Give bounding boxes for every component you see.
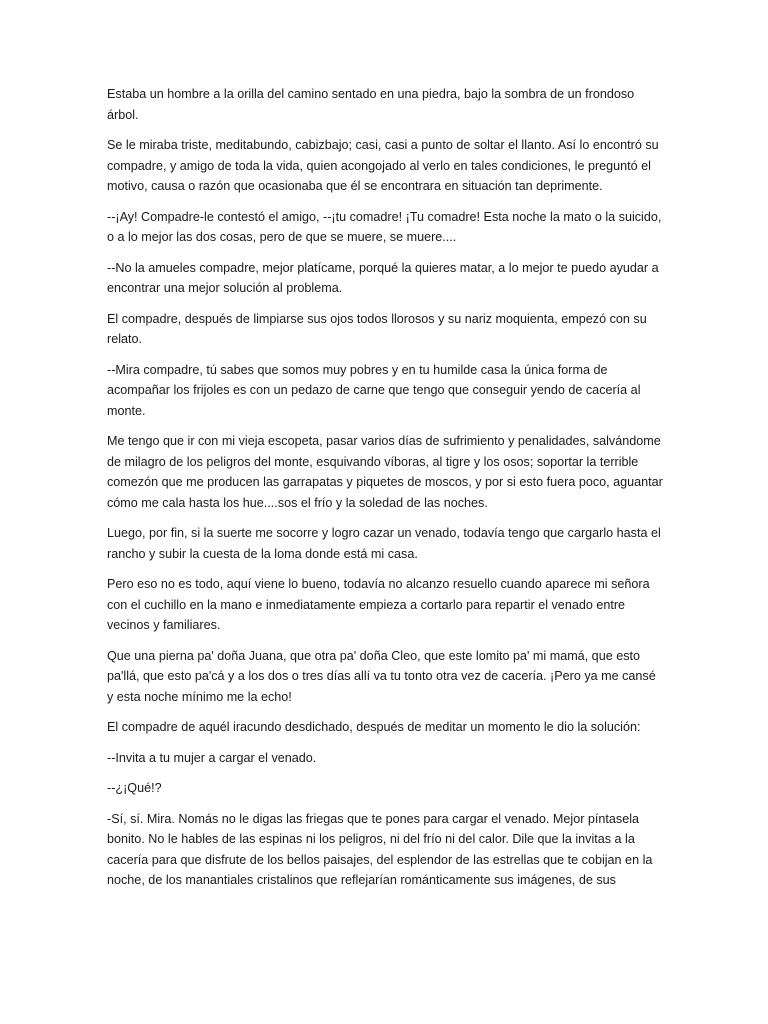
paragraph: Se le miraba triste, meditabundo, cabizbajo; casi, casi a punto de soltar el llanto. Así lo encontró su compadre, y amigo de toda la vida, quien acongojado al verlo en tales condiciones, le preguntó el motivo, causa o razón que ocasionaba que él se encontrara en situación tan deprimente. — [107, 138, 659, 193]
paragraph: --Mira compadre, tú sabes que somos muy pobres y en tu humilde casa la única forma de acompañar los frijoles es con un pedazo de carne que tengo que conseguir yendo de cacería al monte. — [107, 362, 641, 418]
paragraph: --¿¡Qué!? — [107, 781, 162, 795]
document-body — [107, 84, 663, 901]
paragraph: Me tengo que ir con mi vieja escopeta, pasar varios días de sufrimiento y penalidades, salvándome de milagro de los peligros del monte, esquivando víboras, al tigre y los osos; soportar la terrible comezón que me producen las garrapatas y piquetes de moscos, y por si esto fuera poco, aguantar cómo me cala hasta los hue....sos el frío y la soledad de las noches. — [107, 434, 663, 510]
paragraph: -Sí, sí. Mira. Nomás no le digas las friegas que te pones para cargar el venado. Mejor píntasela bonito. No le hables de las espinas ni los peligros, ni del frío ni del calor. Dile que la invitas a la cacería para que disfrute de los bellos paisajes, del esplendor de las estrellas que te cobijan en la noche, de los manantiales cristalinos que reflejarían románticamente sus imágenes, de sus — [107, 811, 653, 887]
paragraph: --¡Ay! Compadre-le contestó el amigo, --¡tu comadre! ¡Tu comadre! Esta noche la mato o la suicido, o a lo mejor las dos cosas, pero de que se muere, se muere.... — [107, 209, 662, 244]
paragraph: --Invita a tu mujer a cargar el venado. — [107, 750, 317, 765]
paragraph: El compadre de aquél iracundo desdichado, después de meditar un momento le dio la solución: — [107, 720, 641, 734]
paragraph: Que una pierna pa' doña Juana, que otra pa' doña Cleo, que este lomito pa' mi mamá, que esto pa'llá, que esto pa'cá y a los dos o tres días allí va tu tonto otra vez de cacería. ¡Pero ya me cansé y esta noche mínimo me la echo! — [107, 648, 656, 704]
paragraph: Estaba un hombre a la orilla del camino sentado en una piedra, bajo la sombra de un frondoso árbol. — [107, 87, 635, 122]
paragraph: El compadre, después de limpiarse sus ojos todos llorosos y su nariz moquienta, empezó con su relato. — [107, 311, 647, 346]
paragraph: Luego, por fin, si la suerte me socorre y logro cazar un venado, todavía tengo que cargarlo hasta el rancho y subir la cuesta de la loma donde está mi casa. — [107, 526, 661, 561]
paragraph: Pero eso no es todo, aquí viene lo bueno, todavía no alcanzo resuello cuando aparece mi señora con el cuchillo en la mano e inmediatamente empieza a cortarlo para repartir el venado entre vecinos y familiares. — [107, 577, 650, 632]
paragraph: --No la amueles compadre, mejor platícame, porqué la quieres matar, a lo mejor te puedo ayudar a encontrar una mejor solución al problema. — [107, 260, 659, 295]
